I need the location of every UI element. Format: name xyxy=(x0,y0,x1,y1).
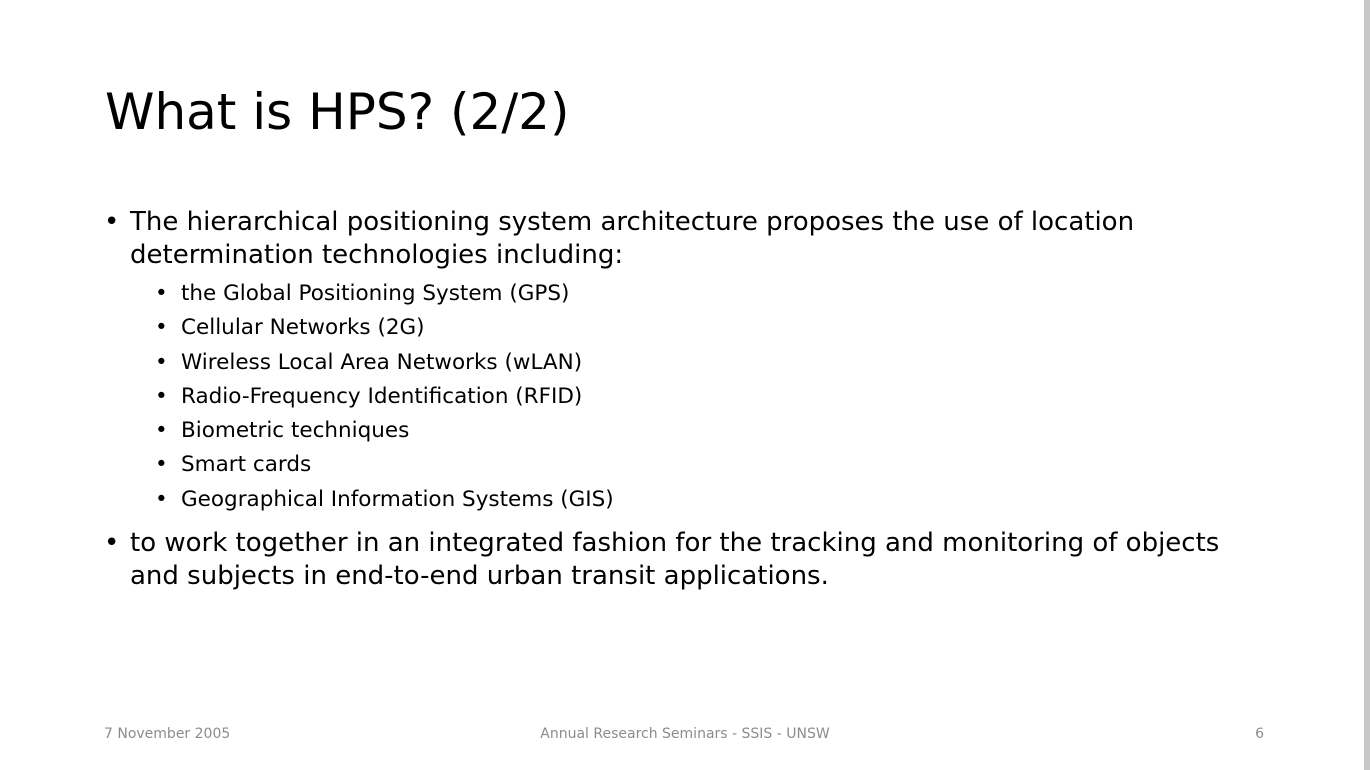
bullet-item xyxy=(104,527,1254,593)
sub-bullet-list xyxy=(104,277,1254,517)
sub-bullet-text: the Global Positioning System (GPS) xyxy=(181,281,570,306)
bullet-marker: • xyxy=(155,418,168,444)
bullet-item xyxy=(104,206,1254,272)
slide-title: What is HPS? (2/2) xyxy=(105,83,570,141)
footer-date: 7 November 2005 xyxy=(104,726,231,742)
window-edge xyxy=(1364,0,1370,770)
bullet-marker: • xyxy=(155,349,168,375)
spacer xyxy=(104,519,1254,527)
bullet-text: to work together in an integrated fashion for the tracking and monitoring of objects and subjects in end-to-end urban transit applications. xyxy=(130,528,1220,592)
sub-bullet-text: Wireless Local Area Networks (wLAN) xyxy=(181,349,583,375)
bullet-text: The hierarchical positioning system architecture proposes the use of location determination technologies including: xyxy=(130,207,1135,270)
sub-bullet-item xyxy=(104,414,1254,448)
slide-number: 6 xyxy=(1255,726,1264,742)
sub-bullet-item xyxy=(104,448,1254,482)
sub-bullet-text: Geographical Information Systems (GIS) xyxy=(181,486,614,512)
bullet-marker: • xyxy=(155,486,168,512)
sub-bullet-item xyxy=(104,483,1254,517)
bullet-marker: • xyxy=(104,528,120,559)
bullet-marker: • xyxy=(155,383,168,409)
bullet-marker: • xyxy=(155,315,168,341)
slide-body xyxy=(104,206,1254,593)
sub-bullet-item xyxy=(104,380,1254,414)
bullet-marker: • xyxy=(104,207,120,237)
sub-bullet-text: Cellular Networks (2G) xyxy=(181,315,425,341)
sub-bullet-item xyxy=(104,311,1254,345)
sub-bullet-text: Biometric techniques xyxy=(181,418,410,444)
sub-bullet-text: Radio-Frequency Identification (RFID) xyxy=(181,383,583,409)
bullet-marker: • xyxy=(155,281,168,306)
footer-title: Annual Research Seminars - SSIS - UNSW xyxy=(540,726,830,742)
sub-bullet-text: Smart cards xyxy=(181,452,312,478)
bullet-marker: • xyxy=(155,452,168,478)
sub-bullet-item xyxy=(104,277,1254,311)
sub-bullet-item xyxy=(104,346,1254,380)
